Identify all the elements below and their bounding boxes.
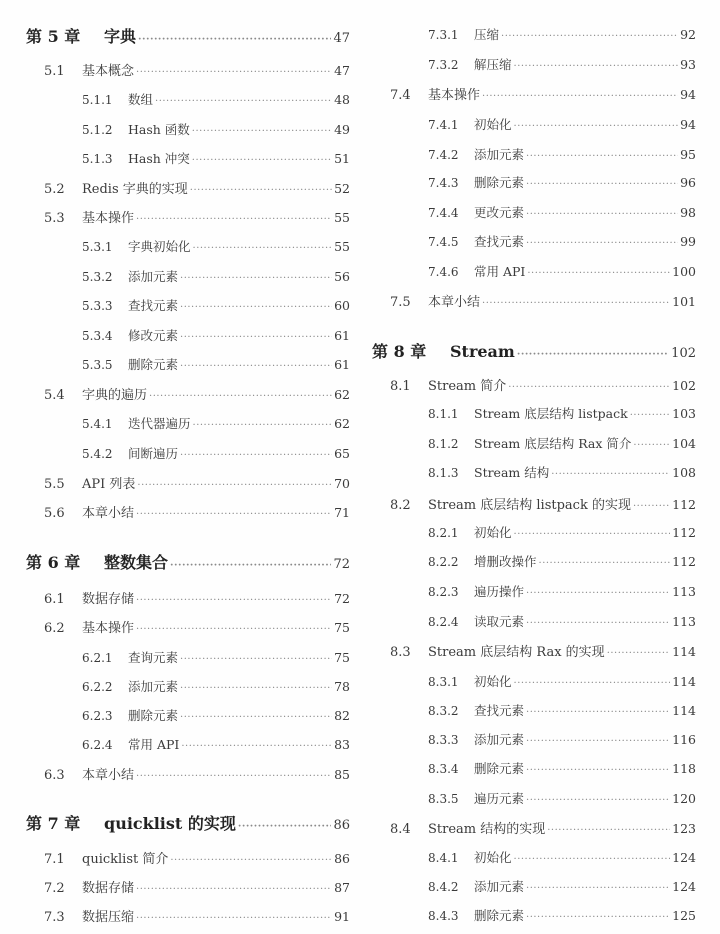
toc-section-entry[interactable] [26,850,350,870]
page-number: 114 [672,703,696,718]
toc-section-entry[interactable] [26,590,350,610]
entry-title: 添加元素 [474,732,525,747]
page-number: 116 [672,732,696,747]
dot-leader [526,909,670,927]
entry-number: 7.5 [390,295,411,310]
dot-leader [514,851,671,869]
page-number: 72 [334,591,350,606]
dot-leader [136,768,332,786]
entry-number: 8.3.1 [428,675,459,689]
entry-title: 常用 API [128,737,180,752]
entry-title: 迭代器遍历 [128,416,191,431]
entry-number: 8.2.1 [428,526,459,540]
entry-title: 基本概念 [82,64,135,79]
entry-title: 查找元素 [474,703,525,718]
toc-section-entry[interactable] [26,180,350,200]
toc-subsection-entry[interactable] [428,174,696,194]
dot-leader [170,557,331,575]
dot-leader [539,555,671,573]
dot-leader [180,651,332,669]
page-number: 108 [672,465,696,480]
entry-number: 7.4.6 [428,265,459,279]
entry-number: 7.2 [44,881,65,896]
toc-section-entry[interactable] [26,619,350,639]
entry-number: 7.4.5 [428,235,459,249]
entry-number: 8.1.2 [428,437,459,451]
toc-subsection-entry[interactable] [428,878,696,898]
dot-leader [633,498,670,516]
toc-chapter-entry[interactable] [26,28,350,49]
entry-title: 数据压缩 [82,910,135,925]
entry-number: 5.3.5 [82,358,113,372]
page-number: 48 [334,92,350,107]
toc-subsection-entry[interactable] [428,146,696,166]
dot-leader [526,176,678,194]
page-number: 100 [672,264,696,279]
entry-number: 8.4.2 [428,880,459,894]
page-number: 95 [680,147,696,162]
entry-title: 添加元素 [474,147,525,162]
entry-number: 5.1 [44,64,65,79]
entry-title: 压缩 [474,27,500,42]
dot-leader [136,592,332,610]
page-number: 120 [672,791,696,806]
dot-leader [482,88,678,106]
dot-leader [482,295,670,313]
dot-leader [137,477,332,495]
toc-subsection-entry[interactable] [428,405,696,425]
entry-number: 第 8 章 [372,342,427,361]
entry-title: 数据存储 [82,881,135,896]
dot-leader [526,235,678,253]
toc-section-entry[interactable] [26,908,350,928]
toc-section-entry[interactable] [26,504,350,524]
entry-number: 6.2.2 [82,680,113,694]
entry-number: 6.2.4 [82,738,113,752]
toc-subsection-entry[interactable] [428,673,696,693]
page-number: 112 [672,554,696,569]
toc-subsection-entry[interactable] [82,445,350,465]
page-number: 101 [672,294,696,309]
dot-leader [517,346,669,364]
dot-leader [138,31,331,49]
page-number: 65 [334,446,350,461]
dot-leader [607,645,670,663]
page-number: 52 [334,181,350,196]
toc-section-entry[interactable] [26,209,350,229]
page-number: 114 [672,674,696,689]
toc-section-entry[interactable] [372,496,696,516]
page-number: 123 [672,821,696,836]
toc-section-entry[interactable] [372,86,696,106]
dot-leader [180,709,332,727]
page-number: 47 [333,31,350,46]
page-number: 83 [334,737,350,752]
dot-leader [508,379,670,397]
page-number: 124 [672,850,696,865]
dot-leader [514,58,679,76]
entry-title: 查找元素 [128,298,179,313]
entry-number: 8.3.2 [428,704,459,718]
dot-leader [136,506,332,524]
toc-subsection-entry[interactable] [428,702,696,722]
toc-subsection-entry[interactable] [82,356,350,376]
entry-number: 8.1 [390,379,411,394]
entry-number: 8.3 [390,645,411,660]
page-number: 72 [333,557,350,572]
entry-title: 字典 [104,27,137,46]
toc-subsection-entry[interactable] [428,760,696,780]
dot-leader [501,28,678,46]
entry-title: 本章小结 [428,295,481,310]
toc-subsection-entry[interactable] [428,790,696,810]
page-number: 62 [334,416,350,431]
entry-number: 5.3 [44,211,65,226]
entry-number: 7.3 [44,910,65,925]
toc-subsection-entry[interactable] [82,150,350,170]
entry-number: 6.1 [44,592,65,607]
page-number: 92 [680,27,696,42]
page-number: 98 [680,205,696,220]
dot-leader [180,447,332,465]
entry-title: 读取元素 [474,614,525,629]
page-number: 91 [334,909,350,924]
toc-section-entry[interactable] [372,820,696,840]
page-number: 114 [672,644,696,659]
entry-title: 基本操作 [82,211,135,226]
entry-title: 本章小结 [82,768,135,783]
toc-subsection-entry[interactable] [82,736,350,756]
page-number: 102 [671,346,696,361]
entry-number: 8.2 [390,498,411,513]
toc-subsection-entry[interactable] [82,91,350,111]
page-number: 55 [334,239,350,254]
toc-section-entry[interactable] [26,879,350,899]
toc-section-entry[interactable] [26,766,350,786]
entry-number: 5.3.4 [82,329,113,343]
toc-subsection-entry[interactable] [82,327,350,347]
page-number: 75 [334,620,350,635]
entry-number: 8.1.3 [428,466,459,480]
toc-subsection-entry[interactable] [82,121,350,141]
entry-title: 查找元素 [474,234,525,249]
dot-leader [238,818,332,836]
entry-number: 8.4 [390,822,411,837]
entry-title: 解压缩 [474,57,512,72]
dot-leader [526,615,670,633]
toc-subsection-entry[interactable] [428,583,696,603]
entry-title: 删除元素 [474,175,525,190]
page-number: 56 [334,269,350,284]
entry-title: 遍历元素 [474,791,525,806]
entry-number: 第 6 章 [26,553,81,572]
toc-chapter-entry[interactable] [26,554,350,575]
page-number: 61 [334,328,350,343]
page-number: 75 [334,650,350,665]
dot-leader [514,118,679,136]
entry-title: 修改元素 [128,328,179,343]
dot-leader [180,270,332,288]
dot-leader [192,152,332,170]
toc-subsection-entry[interactable] [428,204,696,224]
entry-number: 5.1.2 [82,123,113,137]
dot-leader [192,123,332,141]
page-number: 55 [334,210,350,225]
entry-number: 5.4.2 [82,447,113,461]
dot-leader [526,762,670,780]
entry-number: 5.1.3 [82,152,113,166]
entry-title: Stream 底层结构 listpack 的实现 [428,498,631,513]
toc-subsection-entry[interactable] [428,731,696,751]
entry-title: 基本操作 [82,621,135,636]
toc-subsection-entry[interactable] [82,297,350,317]
entry-title: Stream 底层结构 Rax 的实现 [428,645,605,660]
entry-number: 5.3.1 [82,240,113,254]
page-number: 113 [672,584,696,599]
dot-leader [526,880,670,898]
dot-leader [547,822,670,840]
entry-number: 7.4.4 [428,206,459,220]
entry-title: 初始化 [474,525,512,540]
toc-subsection-entry[interactable] [428,907,696,927]
entry-number: 7.4.3 [428,176,459,190]
dot-leader [630,407,670,425]
page-number: 86 [334,851,350,866]
toc-subsection-entry[interactable] [428,263,696,283]
entry-number: 8.3.4 [428,762,459,776]
dot-leader [526,704,670,722]
dot-leader [136,910,332,928]
entry-number: 6.2 [44,621,65,636]
toc-subsection-entry[interactable] [428,435,696,455]
entry-title: 字典的遍历 [82,388,148,403]
toc-section-entry[interactable] [26,475,350,495]
toc-subsection-entry[interactable] [428,849,696,869]
toc-section-entry[interactable] [372,643,696,663]
page-number: 124 [672,879,696,894]
entry-title: 基本操作 [428,88,481,103]
entry-title: 删除元素 [474,908,525,923]
toc-subsection-entry[interactable] [82,649,350,669]
entry-title: quicklist 简介 [82,852,169,867]
entry-title: 添加元素 [128,679,179,694]
entry-number: 8.2.2 [428,555,459,569]
toc-section-entry[interactable] [26,62,350,82]
entry-number: 7.3.1 [428,28,459,42]
entry-title: 间断遍历 [128,446,179,461]
entry-number: 5.2 [44,182,65,197]
page-number: 70 [334,476,350,491]
dot-leader [180,299,332,317]
entry-number: 8.2.3 [428,585,459,599]
toc-section-entry[interactable] [372,293,696,313]
toc-subsection-entry[interactable] [82,415,350,435]
entry-title: 常用 API [474,264,526,279]
entry-number: 第 7 章 [26,814,81,833]
dot-leader [526,585,670,603]
entry-title: 添加元素 [128,269,179,284]
entry-title: 添加元素 [474,879,525,894]
entry-title: 数组 [128,92,154,107]
entry-number: 5.3.3 [82,299,113,313]
entry-number: 6.3 [44,768,65,783]
toc-subsection-entry[interactable] [82,678,350,698]
entry-title: 删除元素 [128,708,179,723]
dot-leader [190,182,332,200]
entry-number: 7.1 [44,852,65,867]
entry-title: 数据存储 [82,592,135,607]
dot-leader [180,329,332,347]
dot-leader [193,240,333,258]
page-number: 112 [672,525,696,540]
entry-title: Stream [450,342,515,361]
toc-subsection-entry[interactable] [428,233,696,253]
entry-title: 本章小结 [82,506,135,521]
dot-leader [633,437,670,455]
dot-leader [526,792,670,810]
entry-number: 8.3.5 [428,792,459,806]
page-number: 87 [334,880,350,895]
dot-leader [155,93,332,111]
page-number: 112 [672,497,696,512]
toc-section-entry[interactable] [26,386,350,406]
page-number: 125 [672,908,696,923]
entry-number: 7.3.2 [428,58,459,72]
page-number: 47 [334,63,350,78]
dot-leader [180,358,332,376]
page-number: 49 [334,122,350,137]
dot-leader [526,148,678,166]
entry-number: 5.5 [44,477,65,492]
toc-subsection-entry[interactable] [82,268,350,288]
entry-title: 遍历操作 [474,584,525,599]
entry-number: 8.2.4 [428,615,459,629]
dot-leader [149,388,332,406]
entry-number: 5.4 [44,388,65,403]
entry-title: 删除元素 [474,761,525,776]
entry-title: Hash 函数 [128,122,190,137]
page-number: 94 [680,117,696,132]
entry-title: 整数集合 [104,553,169,572]
entry-title: 初始化 [474,117,512,132]
entry-title: API 列表 [82,477,136,492]
page-number: 60 [334,298,350,313]
page-number: 113 [672,614,696,629]
entry-title: 初始化 [474,850,512,865]
page-number: 85 [334,767,350,782]
page-number: 61 [334,357,350,372]
entry-title: 初始化 [474,674,512,689]
entry-number: 5.6 [44,506,65,521]
dot-leader [181,738,332,756]
toc-subsection-entry[interactable] [428,56,696,76]
toc-subsection-entry[interactable] [428,524,696,544]
toc-chapter-entry[interactable] [372,343,696,364]
entry-title: Hash 冲突 [128,151,190,166]
toc-subsection-entry[interactable] [428,464,696,484]
toc-subsection-entry[interactable] [428,553,696,573]
dot-leader [136,621,332,639]
page-number: 82 [334,708,350,723]
page-number: 94 [680,87,696,102]
dot-leader [180,680,332,698]
page-number: 93 [680,57,696,72]
entry-title: Redis 字典的实现 [82,182,188,197]
page-number: 99 [680,234,696,249]
entry-number: 8.3.3 [428,733,459,747]
page-number: 78 [334,679,350,694]
toc-subsection-entry[interactable] [428,26,696,46]
page-number: 103 [672,406,696,421]
entry-number: 5.3.2 [82,270,113,284]
entry-title: Stream 简介 [428,379,507,394]
dot-leader [514,526,671,544]
page-number: 104 [672,436,696,451]
entry-number: 8.4.3 [428,909,459,923]
entry-title: Stream 结构的实现 [428,822,546,837]
entry-number: 5.4.1 [82,417,113,431]
entry-number: 8.4.1 [428,851,459,865]
page-number: 71 [334,505,350,520]
toc-subsection-entry[interactable] [428,116,696,136]
entry-title: 删除元素 [128,357,179,372]
entry-title: 查询元素 [128,650,179,665]
dot-leader [514,675,671,693]
entry-number: 6.2.1 [82,651,113,665]
entry-number: 8.1.1 [428,407,459,421]
entry-title: 字典初始化 [128,239,191,254]
dot-leader [170,852,332,870]
toc-subsection-entry[interactable] [82,707,350,727]
dot-leader [136,881,332,899]
entry-title: Stream 底层结构 Rax 简介 [474,436,632,451]
entry-number: 7.4.1 [428,118,459,132]
entry-title: Stream 结构 [474,465,550,480]
entry-number: 7.4 [390,88,411,103]
page-number: 86 [333,818,350,833]
page-number: 62 [334,387,350,402]
toc-subsection-entry[interactable] [82,238,350,258]
entry-number: 6.2.3 [82,709,113,723]
dot-leader [551,466,670,484]
dot-leader [526,733,670,751]
dot-leader [136,64,332,82]
entry-number: 7.4.2 [428,148,459,162]
page-number: 51 [334,151,350,166]
entry-number: 5.1.1 [82,93,113,107]
page-number: 96 [680,175,696,190]
entry-title: quicklist 的实现 [104,814,236,833]
dot-leader [136,211,332,229]
entry-title: 更改元素 [474,205,525,220]
dot-leader [527,265,670,283]
dot-leader [526,206,678,224]
entry-number: 第 5 章 [26,27,81,46]
toc-chapter-entry[interactable] [26,815,350,836]
page-number: 102 [672,378,696,393]
entry-title: Stream 底层结构 listpack [474,406,628,421]
toc-subsection-entry[interactable] [428,613,696,633]
page-number: 118 [672,761,696,776]
dot-leader [193,417,333,435]
entry-title: 增删改操作 [474,554,537,569]
toc-section-entry[interactable] [372,377,696,397]
